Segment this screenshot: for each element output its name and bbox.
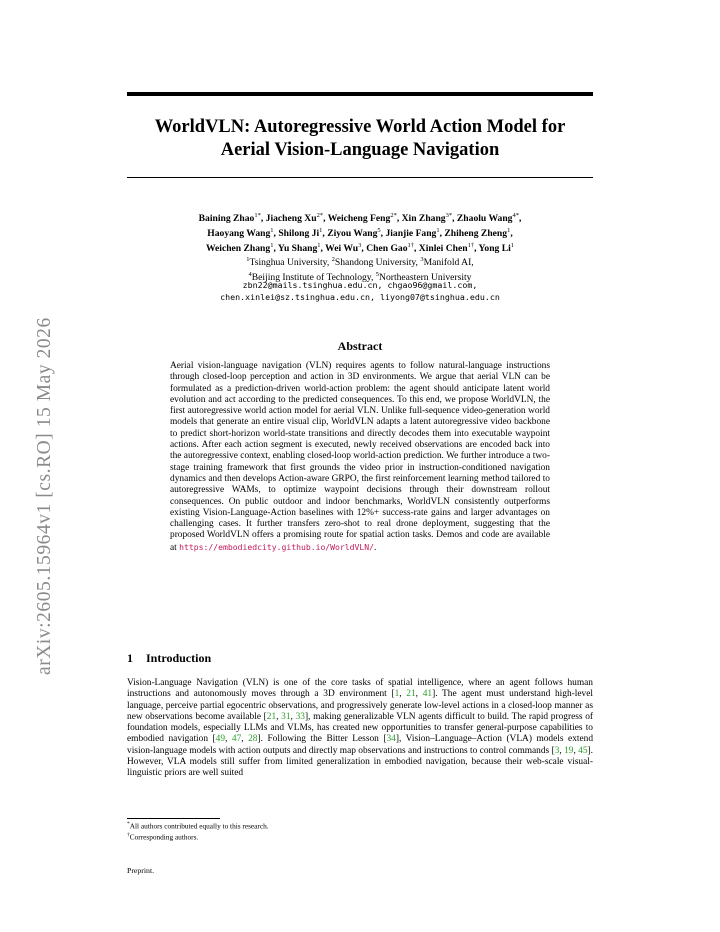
section-number: 1 — [127, 651, 133, 665]
affiliation-mark: 2 — [331, 256, 335, 263]
author-affiliation-mark: 1 — [317, 242, 321, 250]
section-heading — [127, 651, 211, 666]
citation-link[interactable]: 33 — [295, 711, 305, 722]
author-affiliation-mark: 3* — [445, 212, 453, 219]
affiliation-text: Shandong University, — [334, 257, 421, 269]
title-line: Aerial Vision-Language Navigation — [220, 140, 500, 160]
citation-link[interactable]: 45 — [578, 745, 588, 756]
author-name: Yong Li — [478, 243, 511, 255]
citation-link[interactable]: 19 — [564, 745, 574, 756]
affiliation-mark: 3 — [420, 256, 424, 263]
author-affiliation-mark: 1† — [407, 242, 414, 250]
author-name: Weichen Zhang — [205, 243, 271, 255]
footnote-text: All authors contributed equally to this research. — [129, 821, 269, 831]
author-affiliation-mark: 1 — [510, 242, 515, 250]
citation-link[interactable]: 21 — [406, 689, 416, 700]
affiliation-text: Northeastern University — [379, 271, 472, 283]
footnote-text: Corresponding authors. — [129, 832, 199, 842]
affiliations — [127, 254, 593, 283]
author-affiliation-mark: 2* — [316, 212, 324, 219]
footnotes — [127, 820, 593, 842]
author-name: Zhaolu Wang — [456, 213, 513, 225]
abstract-body — [170, 361, 550, 554]
introduction-paragraph: Vision-Language Navigation (VLN) is one of the core tasks of spatial intelligence, where an agent follows human instructions and autonomously moves through a 3D environment [1, 21, 41]. The agent must understand high-level language, perceive partial egocentric observations, and progressively generate low-level actions in a closed-loop manner as new observations become available [21, 31, 33], making generalizable VLN agents difficult to build. The rapid progress of foundation models, especially LLMs and VLMs, has created new opportunities to transfer general-purpose capabilities to embodied navigation [49, 47, 28]. Following the Bitter Lesson [34], Vision–Language–Action (VLA) models extend vision-language models with action outputs and directly map observations and instructions to control commands [3, 19, 45]. However, VLA models still suffer from limited generalization in embodied navigation, because their web-scale visual-linguistic priors are well suited — [127, 678, 594, 779]
author-affiliation-mark: 1* — [254, 212, 261, 219]
arxiv-stamp-text: arXiv:2605.15964v1 [cs.RO] 15 May 2026 — [34, 317, 55, 675]
email-line[interactable]: zbn22@mails.tsinghua.edu.cn, chgao96@gmail.com, — [242, 280, 478, 290]
author-affiliation-mark: 1† — [467, 242, 475, 250]
citation-link[interactable]: 49 — [215, 734, 226, 745]
author-name: Wei Wu — [325, 243, 359, 255]
author-name: Yu Shang — [277, 243, 318, 255]
affiliation-mark: 4 — [248, 270, 252, 278]
author-list — [127, 210, 593, 256]
footnote-mark: * — [127, 821, 130, 827]
affiliation-text: Manifold AI, — [423, 257, 474, 269]
author-line: Weichen Zhang$^1$, Yu Shang$^1$, Wei Wu$^3$, Chen Gao$^{1\dagger}$, Xinlei Chen$^{1\dagger}$, Yong Li$^1$ — [205, 242, 515, 255]
footnote-rule — [127, 818, 220, 819]
author-name: Zhiheng Zheng — [444, 228, 508, 240]
author-line: Haoyang Wang$^1$, Shilong Ji$^1$, Ziyou Wang$^5$, Jianjie Fang$^1$, Zhiheng Zheng$^1$, — [207, 227, 513, 240]
author-affiliation-mark: 4* — [512, 212, 519, 219]
footnote-mark: † — [127, 831, 130, 838]
citation-link[interactable]: 3 — [554, 745, 560, 756]
abstract-text: Aerial vision-language navigation (VLN) requires agents to follow natural-language instructions through closed-loop perception and action in 3D environments. We argue that aerial VLN can be formulated as a prediction-driven world-action problem: the agent should anticipate latent world evolution and act according to the predicted consequences. To this end, we propose WorldVLN, the first autoregressive world action model for aerial VLN. Unlike full-sequence video-generation world models that generate an entire visual clip, WorldVLN adapts a latent autoregressive video backbone to predict short-horizon world-state transitions and directly decodes them into executable waypoint actions. After each action segment is executed, newly received observations are encoded back into the autoregressive context, enabling closed-loop world-action prediction. We further introduce a two-stage training framework that first grounds the video prior in instruction-conditioned navigation dynamics and then develops Action-aware GRPO, the first reinforcement learning method tailored to autoregressive WAMs, to optimize waypoint decisions through their downstream rollout consequences. On public outdoor and indoor benchmarks, WorldVLN consistently outperforms existing Vision-Language-Action baselines with 12%+ success-rate gains and larger advantages on challenging cases. It further transfers zero-shot to real drone deployment, suggesting that the proposed WorldVLN offers a promising route for spatial action tasks. Demos and code are available at — [170, 361, 550, 553]
author-affiliation-mark: 1 — [319, 227, 323, 235]
author-name: Xinlei Chen — [418, 243, 468, 255]
affiliation-text: Beijing Institute of Technology, — [251, 271, 376, 283]
footnote — [127, 820, 593, 831]
title-bottom-rule — [127, 177, 593, 178]
affiliation-mark: 5 — [375, 270, 380, 278]
paper-title — [127, 116, 593, 162]
affiliation-text: Tsinghua University, — [249, 257, 332, 269]
author-affiliation-mark: 1 — [436, 227, 440, 235]
title-line: WorldVLN: Autoregressive World Action Model for — [154, 117, 566, 137]
citation-link[interactable]: 1 — [394, 689, 400, 700]
author-line: Baining Zhao$^{1*}$, Jiacheng $Xu^{2*}$, Weicheng Feng$^{2*}$, Xin Zhang$^{3*}$, Zhaolu Wang$^{4*}$, — [198, 212, 522, 225]
author-name: Ziyou Wang — [327, 228, 378, 240]
arxiv-stamp — [14, 265, 54, 675]
author-affiliation-mark: 5 — [377, 227, 381, 235]
author-name: Chen Gao — [366, 243, 408, 255]
author-affiliation-mark: 1 — [270, 242, 274, 250]
author-name: Shilong Ji — [278, 228, 320, 240]
preprint-label: Preprint. — [127, 866, 155, 875]
author-name: Jiacheng Xu — [265, 213, 317, 225]
project-url-link[interactable]: https://embodiedcity.github.io/WorldVLN/ — [179, 541, 375, 552]
author-name: Jianjie Fang — [385, 228, 437, 240]
author-affiliation-mark: 1 — [270, 227, 274, 235]
citation-link[interactable]: 47 — [231, 734, 242, 745]
author-affiliation-mark: 1 — [507, 227, 511, 235]
citation-link[interactable]: 21 — [266, 711, 277, 722]
title-top-rule — [127, 92, 593, 96]
author-name: Xin Zhang — [401, 213, 446, 225]
section-title: Introduction — [146, 651, 212, 665]
citation-link[interactable]: 28 — [248, 734, 258, 745]
abstract-heading: Abstract — [337, 339, 383, 353]
author-affiliation-mark: 3 — [358, 242, 362, 250]
citation-link[interactable]: 41 — [422, 689, 433, 700]
affiliation-mark: 1 — [246, 256, 250, 263]
footnote — [127, 831, 593, 842]
abstract-tail: . — [374, 542, 377, 553]
affiliation-line — [127, 254, 593, 269]
author-affiliation-mark: 2* — [390, 212, 397, 219]
citation-link[interactable]: 31 — [281, 711, 291, 722]
author-name: Baining Zhao — [198, 213, 255, 225]
email-line[interactable]: chen.xinlei@sz.tsinghua.edu.cn, liyong07@tsinghua.edu.cn — [220, 291, 500, 302]
author-name: Haoyang Wang — [207, 228, 271, 240]
author-name: Weicheng Feng — [327, 213, 391, 225]
citation-link[interactable]: 34 — [386, 734, 396, 745]
author-emails — [127, 280, 593, 303]
